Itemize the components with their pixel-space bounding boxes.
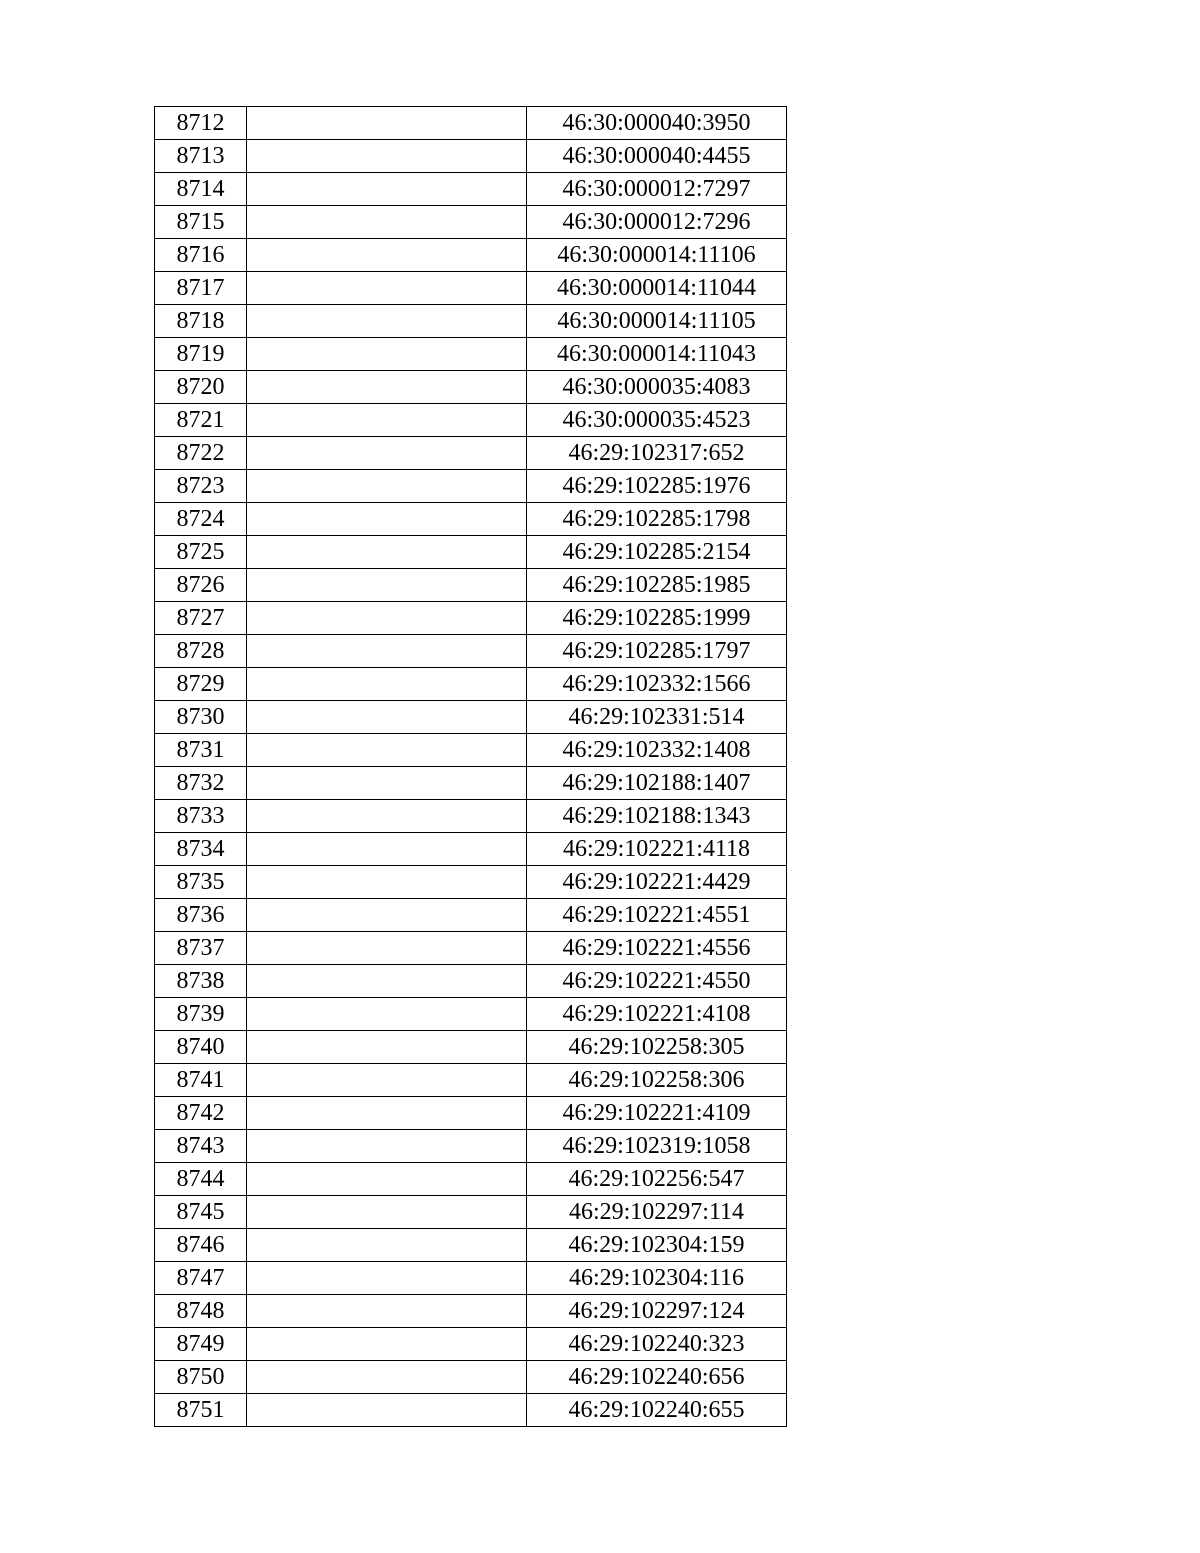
cadastral-number-cell: 46:29:102331:514 [527,701,787,734]
cadastral-number-cell: 46:30:000014:11105 [527,305,787,338]
cadastral-number-cell: 46:29:102319:1058 [527,1130,787,1163]
cadastral-number-cell: 46:29:102221:4550 [527,965,787,998]
table-row [155,701,787,734]
cadastral-number-cell: 46:29:102304:159 [527,1229,787,1262]
empty-cell [247,1130,527,1163]
cadastral-number-cell: 46:30:000012:7297 [527,173,787,206]
empty-cell [247,701,527,734]
row-number-cell: 8713 [155,140,247,173]
row-number-cell: 8741 [155,1064,247,1097]
table-row [155,338,787,371]
table-row [155,305,787,338]
row-number-cell: 8732 [155,767,247,800]
row-number-cell: 8745 [155,1196,247,1229]
cadastral-number-cell: 46:30:000014:11106 [527,239,787,272]
table-row [155,173,787,206]
cadastral-number-cell: 46:29:102240:656 [527,1361,787,1394]
empty-cell [247,272,527,305]
table-row [155,734,787,767]
row-number-cell: 8737 [155,932,247,965]
table-row [155,437,787,470]
cadastral-number-cell: 46:29:102221:4429 [527,866,787,899]
table-row [155,1163,787,1196]
row-number-cell: 8749 [155,1328,247,1361]
empty-cell [247,1295,527,1328]
row-number-cell: 8733 [155,800,247,833]
empty-cell [247,965,527,998]
cadastral-number-cell: 46:29:102285:1797 [527,635,787,668]
cadastral-number-cell: 46:29:102332:1408 [527,734,787,767]
table-row [155,1394,787,1427]
row-number-cell: 8751 [155,1394,247,1427]
row-number-cell: 8726 [155,569,247,602]
table-row [155,107,787,140]
empty-cell [247,767,527,800]
row-number-cell: 8716 [155,239,247,272]
cadastral-number-cell: 46:29:102304:116 [527,1262,787,1295]
row-number-cell: 8743 [155,1130,247,1163]
table-row [155,140,787,173]
table-row [155,1262,787,1295]
row-number-cell: 8740 [155,1031,247,1064]
row-number-cell: 8715 [155,206,247,239]
table-row [155,1097,787,1130]
row-number-cell: 8730 [155,701,247,734]
row-number-cell: 8746 [155,1229,247,1262]
cadastral-number-cell: 46:30:000035:4523 [527,404,787,437]
empty-cell [247,107,527,140]
cadastral-number-cell: 46:29:102240:655 [527,1394,787,1427]
row-number-cell: 8724 [155,503,247,536]
table-row [155,404,787,437]
cadastral-number-cell: 46:29:102297:114 [527,1196,787,1229]
empty-cell [247,536,527,569]
cadastral-number-cell: 46:29:102221:4551 [527,899,787,932]
table-row [155,1229,787,1262]
cadastral-number-cell: 46:30:000035:4083 [527,371,787,404]
cadastral-number-cell: 46:29:102256:547 [527,1163,787,1196]
cadastral-number-cell: 46:30:000040:4455 [527,140,787,173]
empty-cell [247,800,527,833]
cadastral-number-cell: 46:29:102285:1985 [527,569,787,602]
cadastral-number-cell: 46:29:102258:305 [527,1031,787,1064]
cadastral-number-cell: 46:29:102188:1407 [527,767,787,800]
cadastral-number-cell: 46:29:102285:1999 [527,602,787,635]
row-number-cell: 8747 [155,1262,247,1295]
table-row [155,569,787,602]
cadastral-number-cell: 46:29:102285:1976 [527,470,787,503]
empty-cell [247,635,527,668]
empty-cell [247,866,527,899]
row-number-cell: 8744 [155,1163,247,1196]
empty-cell [247,371,527,404]
row-number-cell: 8739 [155,998,247,1031]
cadastral-number-cell: 46:29:102240:323 [527,1328,787,1361]
empty-cell [247,1229,527,1262]
row-number-cell: 8725 [155,536,247,569]
empty-cell [247,1361,527,1394]
row-number-cell: 8727 [155,602,247,635]
row-number-cell: 8750 [155,1361,247,1394]
row-number-cell: 8717 [155,272,247,305]
cadastral-number-cell: 46:29:102221:4109 [527,1097,787,1130]
empty-cell [247,1196,527,1229]
cadastral-number-cell: 46:30:000012:7296 [527,206,787,239]
table-row [155,668,787,701]
table-row [155,1064,787,1097]
table-row [155,635,787,668]
row-number-cell: 8738 [155,965,247,998]
table-row [155,767,787,800]
row-number-cell: 8736 [155,899,247,932]
row-number-cell: 8721 [155,404,247,437]
row-number-cell: 8748 [155,1295,247,1328]
cadastral-number-cell: 46:30:000014:11044 [527,272,787,305]
empty-cell [247,1163,527,1196]
empty-cell [247,899,527,932]
table-row [155,1130,787,1163]
cadastral-number-cell: 46:29:102317:652 [527,437,787,470]
table-row [155,503,787,536]
empty-cell [247,932,527,965]
row-number-cell: 8722 [155,437,247,470]
empty-cell [247,173,527,206]
table-row [155,602,787,635]
row-number-cell: 8719 [155,338,247,371]
row-number-cell: 8731 [155,734,247,767]
cadastral-number-cell: 46:29:102221:4556 [527,932,787,965]
cadastral-number-table [154,106,787,1427]
row-number-cell: 8728 [155,635,247,668]
table-row [155,800,787,833]
cadastral-number-cell: 46:30:000014:11043 [527,338,787,371]
table-row [155,371,787,404]
table-row [155,866,787,899]
row-number-cell: 8729 [155,668,247,701]
table-row [155,1361,787,1394]
table-body [155,107,787,1427]
empty-cell [247,1031,527,1064]
table-row [155,899,787,932]
empty-cell [247,206,527,239]
table-row [155,470,787,503]
row-number-cell: 8735 [155,866,247,899]
cadastral-number-cell: 46:29:102188:1343 [527,800,787,833]
empty-cell [247,503,527,536]
row-number-cell: 8720 [155,371,247,404]
cadastral-number-cell: 46:29:102297:124 [527,1295,787,1328]
row-number-cell: 8714 [155,173,247,206]
cadastral-number-cell: 46:29:102258:306 [527,1064,787,1097]
table-row [155,965,787,998]
table-row [155,536,787,569]
row-number-cell: 8712 [155,107,247,140]
empty-cell [247,338,527,371]
empty-cell [247,305,527,338]
empty-cell [247,734,527,767]
empty-cell [247,470,527,503]
table-row [155,1295,787,1328]
empty-cell [247,602,527,635]
table-row [155,998,787,1031]
empty-cell [247,1262,527,1295]
table-row [155,1031,787,1064]
table-row [155,239,787,272]
empty-cell [247,998,527,1031]
cadastral-number-cell: 46:29:102285:1798 [527,503,787,536]
empty-cell [247,140,527,173]
table-row [155,833,787,866]
table-row [155,1328,787,1361]
empty-cell [247,668,527,701]
empty-cell [247,404,527,437]
row-number-cell: 8718 [155,305,247,338]
empty-cell [247,1064,527,1097]
empty-cell [247,437,527,470]
empty-cell [247,1394,527,1427]
empty-cell [247,833,527,866]
row-number-cell: 8723 [155,470,247,503]
cadastral-number-cell: 46:29:102221:4108 [527,998,787,1031]
table-row [155,932,787,965]
empty-cell [247,569,527,602]
empty-cell [247,1097,527,1130]
empty-cell [247,239,527,272]
table-row [155,1196,787,1229]
cadastral-number-cell: 46:29:102285:2154 [527,536,787,569]
cadastral-number-cell: 46:29:102221:4118 [527,833,787,866]
cadastral-number-cell: 46:30:000040:3950 [527,107,787,140]
table-row [155,206,787,239]
empty-cell [247,1328,527,1361]
table-row [155,272,787,305]
row-number-cell: 8734 [155,833,247,866]
row-number-cell: 8742 [155,1097,247,1130]
cadastral-number-cell: 46:29:102332:1566 [527,668,787,701]
